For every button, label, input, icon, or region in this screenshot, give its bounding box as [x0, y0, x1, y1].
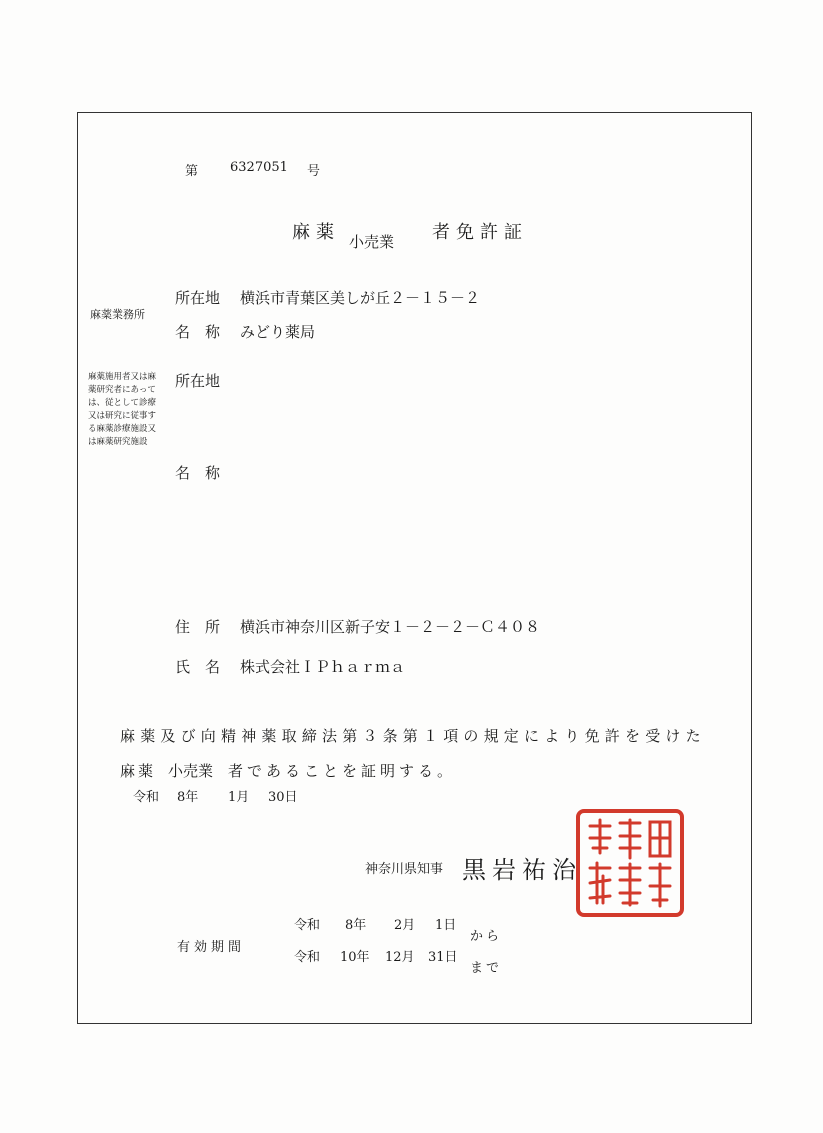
facility-section-label: 麻薬施用者又は麻薬研究者にあっては、従として診療又は研究に従事する麻薬診療施設又は麻薬研究施設: [88, 372, 157, 447]
title-part-retail: 小売業: [349, 233, 395, 251]
office-address-label: 所在地: [175, 289, 221, 307]
holder-address-label: 住 所: [175, 618, 221, 636]
number-prefix: 第: [185, 164, 199, 179]
facility-address-label: 所在地: [175, 372, 221, 390]
statement-certify: 者であることを証明する。: [228, 762, 457, 780]
validity-from-year: 8年: [345, 918, 367, 933]
office-address: 横浜市青葉区美しが丘２－１５－２: [240, 289, 481, 307]
issuer-name: 黒岩祐治: [462, 856, 582, 884]
validity-to-suffix: まで: [470, 961, 503, 976]
issue-day: 30日: [268, 790, 298, 805]
validity-label: 有効期間: [177, 940, 246, 955]
office-name-label: 名 称: [175, 323, 221, 341]
facility-name-label: 名 称: [175, 464, 221, 482]
holder-address: 横浜市神奈川区新子安１－２－２－Ｃ４０８: [240, 618, 541, 636]
issue-month: 1月: [228, 790, 250, 805]
validity-from-month: 2月: [394, 918, 416, 933]
certificate-number: 6327051: [230, 160, 288, 175]
title-part-narcotics: 麻薬: [292, 222, 340, 243]
statement-narcotics: 麻薬: [120, 762, 157, 780]
statement-retail: 小売業: [168, 762, 214, 780]
number-suffix: 号: [307, 164, 321, 179]
validity-to-year: 10年: [340, 950, 370, 965]
validity-from-day: 1日: [435, 918, 457, 933]
official-seal-icon: [575, 808, 685, 918]
office-name: みどり薬局: [240, 323, 316, 341]
issuer-title: 神奈川県知事: [365, 862, 444, 877]
holder-name: 株式会社ＩＰｈａｒｍａ: [240, 658, 406, 676]
office-section-label: 麻薬業務所: [90, 308, 145, 321]
validity-to-day: 31日: [428, 950, 458, 965]
title-part-license: 者免許証: [432, 222, 528, 243]
validity-to-era: 令和: [294, 950, 321, 965]
validity-from-suffix: から: [470, 929, 503, 944]
issue-year: 8年: [177, 790, 199, 805]
validity-from-era: 令和: [294, 918, 321, 933]
holder-name-label: 氏 名: [175, 658, 221, 676]
issue-era: 令和: [133, 790, 160, 805]
statement-line-1: 麻薬及び向精神薬取締法第３条第１項の規定により免許を受けた: [120, 727, 706, 745]
validity-to-month: 12月: [385, 950, 415, 965]
